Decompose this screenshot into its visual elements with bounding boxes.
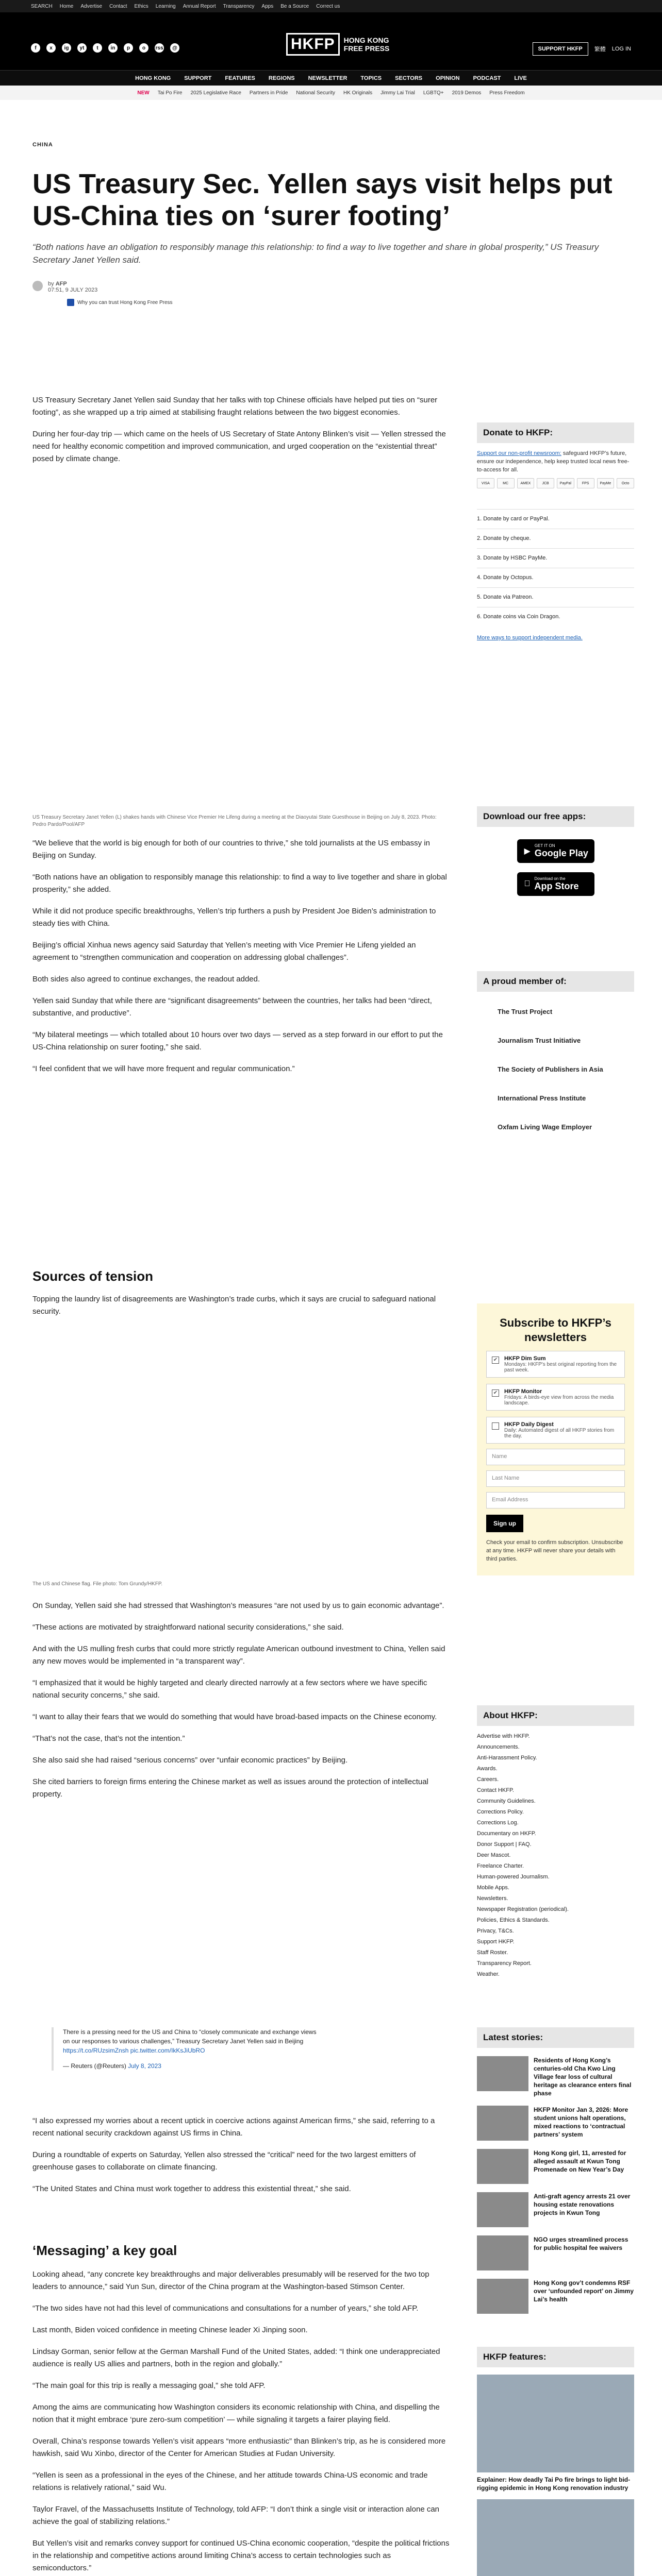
donate-option[interactable]: 3. Donate by HSBC PayMe. — [477, 548, 634, 568]
latest-story-title[interactable]: NGO urges streamlined process for public hospital fee waivers — [534, 2236, 628, 2251]
social-icon[interactable]: rss — [155, 43, 164, 53]
article-paragraph: Yellen said Sunday that while there are “significant disagreements” between the countries, her talks had been “direct, substantive, and productive”. — [32, 996, 432, 1018]
latest-story[interactable] — [477, 2235, 634, 2270]
apps-widget — [477, 806, 634, 896]
article-paragraph: “We believe that the world is big enough for both of our countries to thrive,” she told journalists at the US embassy in Beijing on Sunday. — [32, 839, 430, 860]
byline-author[interactable]: AFP — [55, 281, 67, 287]
photo1-caption: US Treasury Secretary Janet Yellen (L) shakes hands with Chinese Vice Premier He Lifeng during a meeting at the Diaoyutai State Guesthouse in Beijing on July 8, 2023. Photo: Pedro Pardo/Pool/AFP — [32, 815, 437, 827]
nav-item[interactable]: LIVE — [514, 75, 527, 81]
latest-title: Latest stories: — [477, 2027, 634, 2048]
topbar-item[interactable]: Learning — [155, 3, 176, 9]
article-paragraph: She cited barriers to foreign firms entering the Chinese market as well as issues around the protection of intellectual property. — [32, 1777, 428, 1799]
logo-text-line2: FREE PRESS — [343, 44, 390, 53]
topbar-item[interactable]: Advertise — [80, 3, 103, 9]
article-body-5 — [32, 2115, 450, 2205]
donate-option[interactable]: 4. Donate by Octopus. — [477, 568, 634, 587]
about-link[interactable]: Human-powered Journalism. — [477, 1874, 550, 1880]
newsletter-checkbox[interactable] — [492, 1422, 499, 1430]
tweet-date[interactable]: July 8, 2023 — [128, 2062, 161, 2070]
about-link[interactable]: Privacy, T&Cs. — [477, 1928, 514, 1934]
payment-icons — [477, 478, 634, 488]
article-dek: “Both nations have an obligation to responsibly manage this relationship: to find a way to live together and share in global prosperity,” US Treasury Secretary Janet Yellen said. — [32, 242, 599, 265]
article-paragraph: Taylor Fravel, of the Massachusetts Institute of Technology, told AFP: “I don’t think a single visit or interaction alone can achieve the goal of stabilizing relations.” — [32, 2505, 440, 2526]
about-link[interactable]: Announcements. — [477, 1744, 520, 1750]
latest-story-title[interactable]: Residents of Hong Kong’s centuries-old Cha Kwo Ling Village fear loss of cultural heritage as clearance enters final phase — [534, 2057, 632, 2097]
nav-item[interactable]: HONG KONG — [135, 75, 171, 81]
subnav-item[interactable]: National Security — [296, 90, 335, 96]
donate-option[interactable]: 5. Donate via Patreon. — [477, 587, 634, 607]
feature-image — [477, 2375, 634, 2472]
site-header — [0, 12, 662, 70]
feature-story[interactable] — [477, 2375, 634, 2492]
subnav-new-label: NEW — [137, 90, 150, 96]
about-link[interactable]: Deer Mascot. — [477, 1852, 511, 1858]
feature-title[interactable]: Explainer: How deadly Tai Po fire brings to light bid-rigging epidemic in Hong Kong renovation industry — [477, 2476, 631, 2492]
photo2-caption: The US and Chinese flag. File photo: Tom Grundy/HKFP. — [32, 1581, 162, 1587]
topbar-item[interactable]: Ethics — [134, 3, 148, 9]
newsletter-option-name: HKFP Daily Digest — [504, 1421, 554, 1428]
support-button[interactable]: SUPPORT HKFP — [533, 42, 588, 56]
article-paragraph: “I want to allay their fears that we would do something that would have broad-based impacts on the Chinese economy. — [32, 1713, 437, 1721]
article-paragraph: But Yellen’s visit and remarks convey support for continued US-China economic cooperation, “despite the political frictions in the relationship and competitive actions around limiting China’s access to certain technologies such as semiconductors.” — [32, 2539, 450, 2572]
tweet-pic-link[interactable]: pic.twitter.com/IkKsJiUbRO — [130, 2047, 205, 2054]
social-icon[interactable]: p — [124, 43, 133, 53]
about-link[interactable]: Mobile Apps. — [477, 1885, 509, 1891]
article-paragraph: Among the aims are communicating how Washington considers its economic relationship with China, and dispelling the notion that it might embrace ‘pure zero-sum competition’ — while signaling it targets a fairer playing field. — [32, 2403, 440, 2424]
tweet-link[interactable]: https://t.co/RUzsimZnsh — [63, 2047, 129, 2054]
article-paragraph: Overall, China’s response towards Yellen’s visit appears “more enthusiastic” than Blinken’s trip, as he is considered more hawkish, said Wu Xinbo, director of the Center for American Studies at Fudan University. — [32, 2437, 446, 2458]
newsletter-lastname-input[interactable]: Last Name — [486, 1470, 625, 1487]
latest-widget — [477, 2027, 634, 2314]
article-paragraph: “Yellen is seen as a professional in the eyes of the Chinese, and her attitude towards China-US economic and trade relations is relatively rational,” said Wu. — [32, 2471, 428, 2492]
nav-item[interactable]: TOPICS — [360, 75, 382, 81]
newsletter-option-name: HKFP Dim Sum — [504, 1355, 546, 1362]
donate-option[interactable]: 6. Donate coins via Coin Dragon. — [477, 607, 634, 626]
article-paragraph: “I feel confident that we will have more frequent and regular communication.” — [32, 1064, 295, 1073]
subnav-item[interactable]: 2025 Legislative Race — [190, 90, 241, 96]
trust-icon — [67, 299, 74, 306]
latest-story[interactable] — [477, 2279, 634, 2314]
byline-by: by — [48, 281, 54, 287]
donate-widget: Donate to HKFP: Support our non-profit newsroom: safeguard HKFP’s future, ensure our independence, help keep trusted local news free-to-access for all. VISA MC AMEX JCB PayPal FPS PayMe Octo 1. Donate by card or PayPal. 2. Donate by cheque. 3. Donate by HSBC PayMe. 4. Donate by Octopus. 5. Donate via Patreon. 6. Donate coins via Coin Dragon. More ways to support independent media. — [477, 422, 634, 642]
article-paragraph: Last month, Biden voiced confidence in meeting Chinese leader Xi Jinping soon. — [32, 2326, 308, 2334]
about-link[interactable]: Documentary on HKFP. — [477, 1831, 536, 1837]
about-link[interactable]: Policies, Ethics & Standards. — [477, 1917, 550, 1923]
payment-icon: JCB — [537, 478, 554, 488]
newsletter-option-desc: Mondays: HKFP's best original reporting from the past week. — [504, 1362, 617, 1373]
tweet-signature: — Reuters (@Reuters) July 8, 2023 — [63, 2062, 161, 2070]
main-nav — [0, 70, 662, 86]
member-of-widget — [477, 971, 634, 1141]
donate-options — [477, 509, 634, 626]
nav-item[interactable]: NEWSLETTER — [308, 75, 347, 81]
about-link[interactable]: Advertise with HKFP. — [477, 1733, 530, 1739]
article-paragraph: Beijing’s official Xinhua news agency said Saturday that Yellen’s meeting with Vice Premier He Lifeng yielded an agreement to “strengthen communication and cooperation on addressing global challenges”. — [32, 941, 416, 962]
article-paragraph: “These actions are motivated by straightforward national security considerations,” she said. — [32, 1623, 344, 1632]
author-avatar — [32, 281, 43, 291]
article-paragraph: During her four-day trip — which came on the heels of US Secretary of State Antony Blinken’s visit — Yellen stressed the need for healthy economic competition and improved communication, and urged cooperation on the “existential threat” posed by climate change. — [32, 430, 446, 463]
nav-item[interactable]: SECTORS — [395, 75, 423, 81]
payment-icon: AMEX — [517, 478, 535, 488]
about-link[interactable]: Corrections Log. — [477, 1820, 519, 1826]
social-icon[interactable]: yt — [77, 43, 87, 53]
newsletter-option[interactable] — [486, 1384, 625, 1411]
payment-icon: FPS — [577, 478, 594, 488]
article-paragraph: “I emphasized that it would be highly targeted and clearly directed narrowly at a few sectors where we have specific national security concerns,” she said. — [32, 1679, 427, 1700]
apps-title: Download our free apps: — [477, 806, 634, 827]
latest-story[interactable] — [477, 2149, 634, 2184]
article-paragraph: “My bilateral meetings — which totalled about 10 hours over two days — served as a step forward in our effort to put the US-China relationship on surer footing,” she said. — [32, 1030, 443, 1052]
heading-sources-of-tension: Sources of tension — [32, 1268, 154, 1284]
article-paragraph: And with the US mulling fresh curbs that could more strictly regulate American outbound investment to China, Yellen said any new moves would be implemented in “a transparent way”. — [32, 1645, 445, 1666]
features-title: HKFP features: — [477, 2347, 634, 2367]
payment-icon: Octo — [617, 478, 634, 488]
topbar-item[interactable]: Contact — [109, 3, 127, 9]
nav-item[interactable]: OPINION — [436, 75, 460, 81]
member-logo[interactable]: International Press Institute — [498, 1094, 586, 1102]
article-body-6 — [32, 2268, 450, 2576]
newsletter-name-input[interactable]: Name — [486, 1449, 625, 1465]
social-icon[interactable]: x — [46, 43, 56, 53]
article-paragraph: “I also expressed my worries about a recent uptick in coercive actions against American firms,” she said, referring to a recent national security crackdown against US firms in China. — [32, 2116, 435, 2138]
apple-icon — [524, 879, 531, 889]
topbar-item[interactable]: Be a Source — [280, 3, 309, 9]
social-icon[interactable]: f — [31, 43, 40, 53]
member-logo[interactable]: Journalism Trust Initiative — [498, 1036, 581, 1044]
social-icon[interactable]: @ — [170, 43, 179, 53]
photo-yellen-he-lifeng — [32, 482, 450, 760]
latest-thumbnail — [477, 2279, 528, 2314]
byline-date: 07:51, 9 JULY 2023 — [48, 287, 98, 293]
article-paragraph: “Both nations have an obligation to responsibly manage this relationship: to find a way to live together and share in global prosperity,” she added. — [32, 873, 447, 894]
latest-thumbnail — [477, 2149, 528, 2184]
google-play-button[interactable]: ▶ GET IT ON Google Play — [517, 839, 594, 863]
member-logo[interactable]: The Trust Project — [498, 1007, 553, 1015]
section-label[interactable]: CHINA — [32, 142, 53, 148]
topbar-item[interactable]: Apps — [261, 3, 274, 9]
about-link[interactable]: Contact HKFP. — [477, 1787, 514, 1793]
trust-badge[interactable]: Why you can trust Hong Kong Free Press — [67, 299, 173, 306]
payment-icon: VISA — [477, 478, 494, 488]
donate-option[interactable]: 1. Donate by card or PayPal. — [477, 509, 634, 529]
member-of-title: A proud member of: — [477, 971, 634, 992]
article-paragraph: She also said she had raised “serious concerns” over “unfair economic practices” by Beijing. — [32, 1756, 348, 1765]
latest-story-title[interactable]: HKFP Monitor Jan 3, 2026: More student unions halt operations, mixed reactions to ‘contractual partners’ system — [534, 2106, 628, 2138]
article-paragraph: Looking ahead, “any concrete key breakthroughs and major deliverables presumably will be reserved for the two top leaders to announce,” said Yun Sun, director of the China program at the Washington-based Stimson Center. — [32, 2270, 429, 2291]
sub-nav — [0, 86, 662, 100]
article-paragraph: During a roundtable of experts on Saturday, Yellen also stressed the “critical” need for the two largest emitters of greenhouse gases to collaborate on climate financing. — [32, 2150, 416, 2172]
subnav-item[interactable]: LGBTQ+ — [423, 90, 444, 96]
latest-story-title[interactable]: Hong Kong gov’t condemns RSF over ‘unfounded report’ on Jimmy Lai’s health — [534, 2279, 634, 2303]
photo-us-china-flags — [32, 1327, 450, 1569]
about-link[interactable]: Community Guidelines. — [477, 1798, 536, 1804]
about-link[interactable]: Donor Support | FAQ. — [477, 1841, 532, 1848]
article-body-4 — [32, 1600, 450, 1810]
newsletter-signup-button[interactable]: Sign up — [486, 1515, 523, 1532]
donate-option[interactable]: 2. Donate by cheque. — [477, 529, 634, 548]
about-link[interactable]: Awards. — [477, 1766, 498, 1772]
article-paragraph: Both sides also agreed to continue exchanges, the readout added. — [32, 975, 260, 984]
newsletter-option-name: HKFP Monitor — [504, 1388, 542, 1395]
heading-messaging-key-goal: ‘Messaging’ a key goal — [32, 2243, 177, 2258]
article-body-3 — [32, 1293, 450, 1327]
newsletter-option[interactable] — [486, 1351, 625, 1378]
latest-thumbnail — [477, 2106, 528, 2141]
newsletter-widget — [477, 1303, 634, 1575]
social-icon[interactable]: t — [93, 43, 102, 53]
article-paragraph: While it did not produce specific breakthroughs, Yellen’s trip furthers a push by President Joe Biden’s administration to steady ties with China. — [32, 907, 436, 928]
social-icon[interactable]: in — [108, 43, 118, 53]
member-logo[interactable]: Oxfam Living Wage Employer — [498, 1123, 592, 1131]
topbar-item[interactable]: SEARCH — [31, 3, 53, 9]
social-icon[interactable]: ig — [62, 43, 71, 53]
article-headline: US Treasury Sec. Yellen says visit helps put US-China ties on ‘surer footing’ — [32, 168, 613, 231]
latest-thumbnail — [477, 2192, 528, 2227]
nav-item[interactable]: FEATURES — [225, 75, 255, 81]
about-link[interactable]: Anti-Harassment Policy. — [477, 1755, 537, 1761]
embedded-tweet[interactable] — [52, 2027, 320, 2071]
newsletter-option[interactable] — [486, 1417, 625, 1444]
tweet-text: There is a pressing need for the US and China to “closely communicate and exchange views on our responses to various challenges,” Treasury Secretary Janet Yellen said in Beijing https://t.co/RUzsimZnsh pic.twitter.com/IkKsJiUbRO — [63, 2028, 317, 2054]
article-paragraph: US Treasury Secretary Janet Yellen said Sunday that her talks with top Chinese officials have helped put ties on “surer footing”, as she wrapped up a trip aimed at stabilising fraught relations between the two biggest economies. — [32, 396, 438, 417]
subnav-item[interactable]: Partners in Pride — [249, 90, 288, 96]
article-paragraph: “That’s not the case, that’s not the intention.” — [32, 1734, 185, 1743]
latest-story-title[interactable]: Hong Kong girl, 11, arrested for alleged assault at Kwun Tong Promenade on New Year’s Day — [534, 2149, 626, 2173]
topbar-item[interactable]: Correct us — [316, 3, 340, 9]
about-link[interactable]: Newspaper Registration (periodical). — [477, 1906, 569, 1912]
article-paragraph: Topping the laundry list of disagreements are Washington’s trade curbs, which it says are crucial to safeguard national security. — [32, 1295, 436, 1316]
topbar-item[interactable]: Home — [59, 3, 74, 9]
nav-item[interactable]: SUPPORT — [184, 75, 212, 81]
latest-story[interactable] — [477, 2192, 634, 2227]
newsletter-option-desc: Daily: Automated digest of all HKFP stories from the day. — [504, 1428, 615, 1439]
logo-mark: HKFP — [286, 33, 340, 56]
language-toggle[interactable]: 繁體 — [594, 46, 606, 53]
article-body-1 — [32, 394, 450, 474]
newsletter-checkbox[interactable]: ✔ — [492, 1389, 499, 1397]
newsletter-note: Check your email to confirm subscription. Unsubscribe at any time. HKFP will never share your details with third parties. — [486, 1539, 623, 1562]
article-paragraph: On Sunday, Yellen said she had stressed that Washington’s measures “are not used by us to gain economic advantage”. — [32, 1601, 444, 1610]
site-logo[interactable] — [286, 33, 389, 56]
about-link[interactable]: Corrections Policy. — [477, 1809, 524, 1815]
subnav-item[interactable]: 2019 Demos — [452, 90, 482, 96]
latest-thumbnail — [477, 2235, 528, 2270]
topbar-item[interactable]: Transparency — [223, 3, 255, 9]
newsletter-option-desc: Fridays: A birds-eye view from across the media landscape. — [504, 1395, 614, 1406]
subnav-item[interactable]: Press Freedom — [489, 90, 525, 96]
app-store-button[interactable]: Download on the App Store — [517, 872, 594, 896]
article-paragraph: Lindsay Gorman, senior fellow at the German Marshall Fund of the United States, added: “I think one underappreciated audience is really US allies and partners, both in the region and globally.” — [32, 2347, 440, 2368]
newsletter-email-input[interactable]: Email Address — [486, 1492, 625, 1509]
logo-text-line1: HONG KONG — [343, 36, 389, 44]
latest-story[interactable] — [477, 2056, 634, 2097]
article-paragraph: “The main goal for this trip is really a messaging goal,” she told AFP. — [32, 2381, 266, 2390]
payment-icon: PayMe — [597, 478, 615, 488]
byline — [32, 281, 97, 293]
login-link[interactable]: LOG IN — [611, 46, 631, 52]
subnav-item[interactable]: Jimmy Lai Trial — [380, 90, 415, 96]
newsletter-checkbox[interactable]: ✔ — [492, 1357, 499, 1364]
donate-title: Donate to HKFP: — [477, 422, 634, 443]
about-widget — [477, 1705, 634, 1980]
social-icon[interactable]: o — [139, 43, 148, 53]
google-play-icon: ▶ — [524, 847, 531, 856]
payment-icon: MC — [497, 478, 515, 488]
features-widget — [477, 2347, 634, 2576]
payment-icon: PayPal — [557, 478, 574, 488]
nav-item[interactable]: REGIONS — [268, 75, 295, 81]
top-utility-bar — [0, 0, 662, 12]
donate-link[interactable]: Support our non-profit newsroom: — [477, 450, 561, 456]
newsletter-title: Subscribe to HKFP’s newsletters — [500, 1316, 611, 1344]
social-icons — [31, 43, 179, 53]
article-paragraph: “The United States and China must work together to address this existential threat,” she said. — [32, 2184, 351, 2193]
article-body-2 — [32, 837, 450, 1084]
article-paragraph: “The two sides have not had this level of communications and consultations for a number of years,” she told AFP. — [32, 2304, 419, 2313]
nav-item[interactable]: PODCAST — [473, 75, 501, 81]
about-link[interactable]: Support HKFP. — [477, 1939, 515, 1945]
subnav-item[interactable]: Tai Po Fire — [157, 90, 183, 96]
about-link[interactable]: Freelance Charter. — [477, 1863, 524, 1869]
about-link[interactable]: Transparency Report. — [477, 1960, 532, 1967]
about-link[interactable]: Careers. — [477, 1776, 499, 1783]
subnav-item[interactable]: HK Originals — [343, 90, 373, 96]
about-link[interactable]: Staff Roster. — [477, 1950, 508, 1956]
about-title: About HKFP: — [477, 1705, 634, 1726]
about-link[interactable]: Newsletters. — [477, 1895, 508, 1902]
latest-thumbnail — [477, 2056, 528, 2091]
feature-image — [477, 2499, 634, 2576]
more-ways-link[interactable]: More ways to support independent media. — [477, 635, 583, 641]
feature-story[interactable] — [477, 2499, 634, 2576]
topbar-item[interactable]: Annual Report — [183, 3, 216, 9]
about-link[interactable]: Weather. — [477, 1971, 500, 1977]
latest-story-title[interactable]: Anti-graft agency arrests 21 over housing estate renovations projects in Kwun Tong — [534, 2193, 631, 2216]
member-logo[interactable]: The Society of Publishers in Asia — [498, 1065, 603, 1073]
latest-story[interactable] — [477, 2106, 634, 2141]
